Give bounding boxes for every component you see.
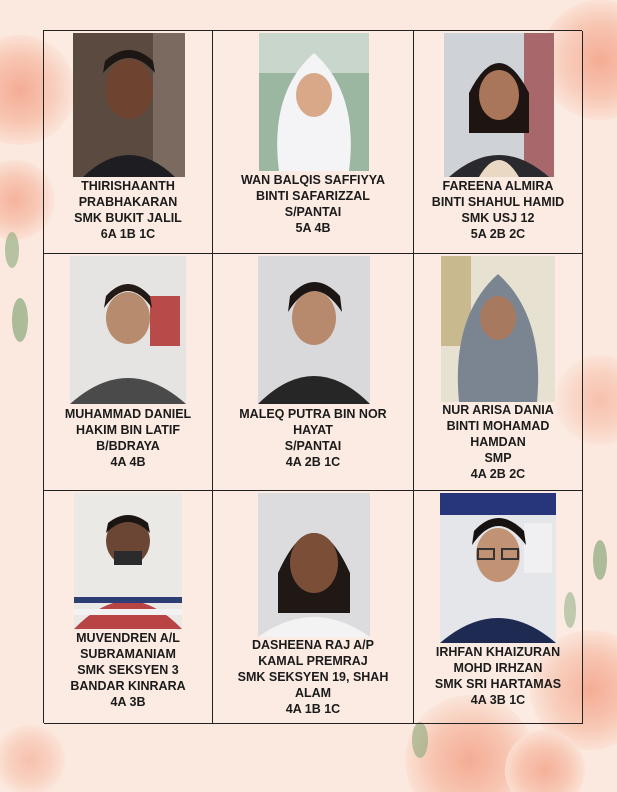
student-grid [43,30,582,723]
student-photo [258,493,370,637]
student-result: 5A 4B [295,221,331,235]
student-photo [73,33,185,177]
student-school: SMK USJ 12 [461,211,535,225]
student-result: 4A 2B 1C [285,455,341,469]
student-school: SMP [484,451,512,465]
student-school: S/PANTAI [284,205,342,219]
student-result: 6A 1B 1C [100,227,156,241]
student-result: 4A 4B [110,455,146,469]
student-name-line-1: DASHEENA RAJ A/P [251,638,374,652]
student-photo [258,256,370,404]
student-card [213,254,414,491]
student-card [414,254,583,491]
student-school-line-2: ALAM [294,686,332,700]
student-photo [441,256,555,402]
student-name-line-3: HAMDAN [470,435,526,449]
student-result: 4A 3B [110,695,146,709]
student-name-line-2: HAYAT [293,423,333,437]
student-school: SMK SEKSYEN 19, SHAH [237,670,389,684]
student-card [44,254,213,491]
student-name-line-1: MUVENDREN A/L [76,631,180,645]
student-name-line-2: MOHD IRHZAN [453,661,543,675]
student-name-line-1: WAN BALQIS SAFFIYYA [241,173,385,187]
student-school: SMK BUKIT JALIL [74,211,182,225]
student-name-line-1: NUR ARISA DANIA [442,403,554,417]
student-name-line-2: HAKIM BIN LATIF [76,423,180,437]
student-school: SMK SEKSYEN 3 [77,663,179,677]
student-name-line-1: FAREENA ALMIRA [442,179,554,193]
student-card [213,31,414,254]
student-photo [74,493,182,629]
student-name-line-1: MUHAMMAD DANIEL [64,407,192,421]
student-result: 4A 2B 2C [470,467,526,481]
student-result: 5A 2B 2C [470,227,526,241]
student-school: B/BDRAYA [96,439,160,453]
student-school: S/PANTAI [284,439,342,453]
student-name-line-2: KAMAL PREMRAJ [258,654,368,668]
student-photo [440,493,556,643]
student-school: SMK SRI HARTAMAS [434,677,562,691]
student-name-line-2: BINTI MOHAMAD [446,419,550,433]
student-result: 4A 3B 1C [470,693,526,707]
student-name-line-2: BINTI SAFARIZZAL [256,189,370,203]
student-photo [259,33,369,171]
student-result: 4A 1B 1C [285,702,341,716]
student-name-line-2: PRABHAKARAN [78,195,178,209]
student-name-line-1: IRHFAN KHAIZURAN [435,645,561,659]
student-name-line-1: MALEQ PUTRA BIN NOR [239,407,387,421]
student-card [44,31,213,254]
student-name-line-2: BINTI SHAHUL HAMID [431,195,565,209]
student-card [44,491,213,724]
student-card [414,31,583,254]
student-photo [70,256,186,404]
student-name-line-2: SUBRAMANIAM [80,647,176,661]
student-name-line-1: THIRISHAANTH [81,179,175,193]
student-card [414,491,583,724]
student-card [213,491,414,724]
student-photo [444,33,554,177]
student-school-line-2: BANDAR KINRARA [70,679,186,693]
